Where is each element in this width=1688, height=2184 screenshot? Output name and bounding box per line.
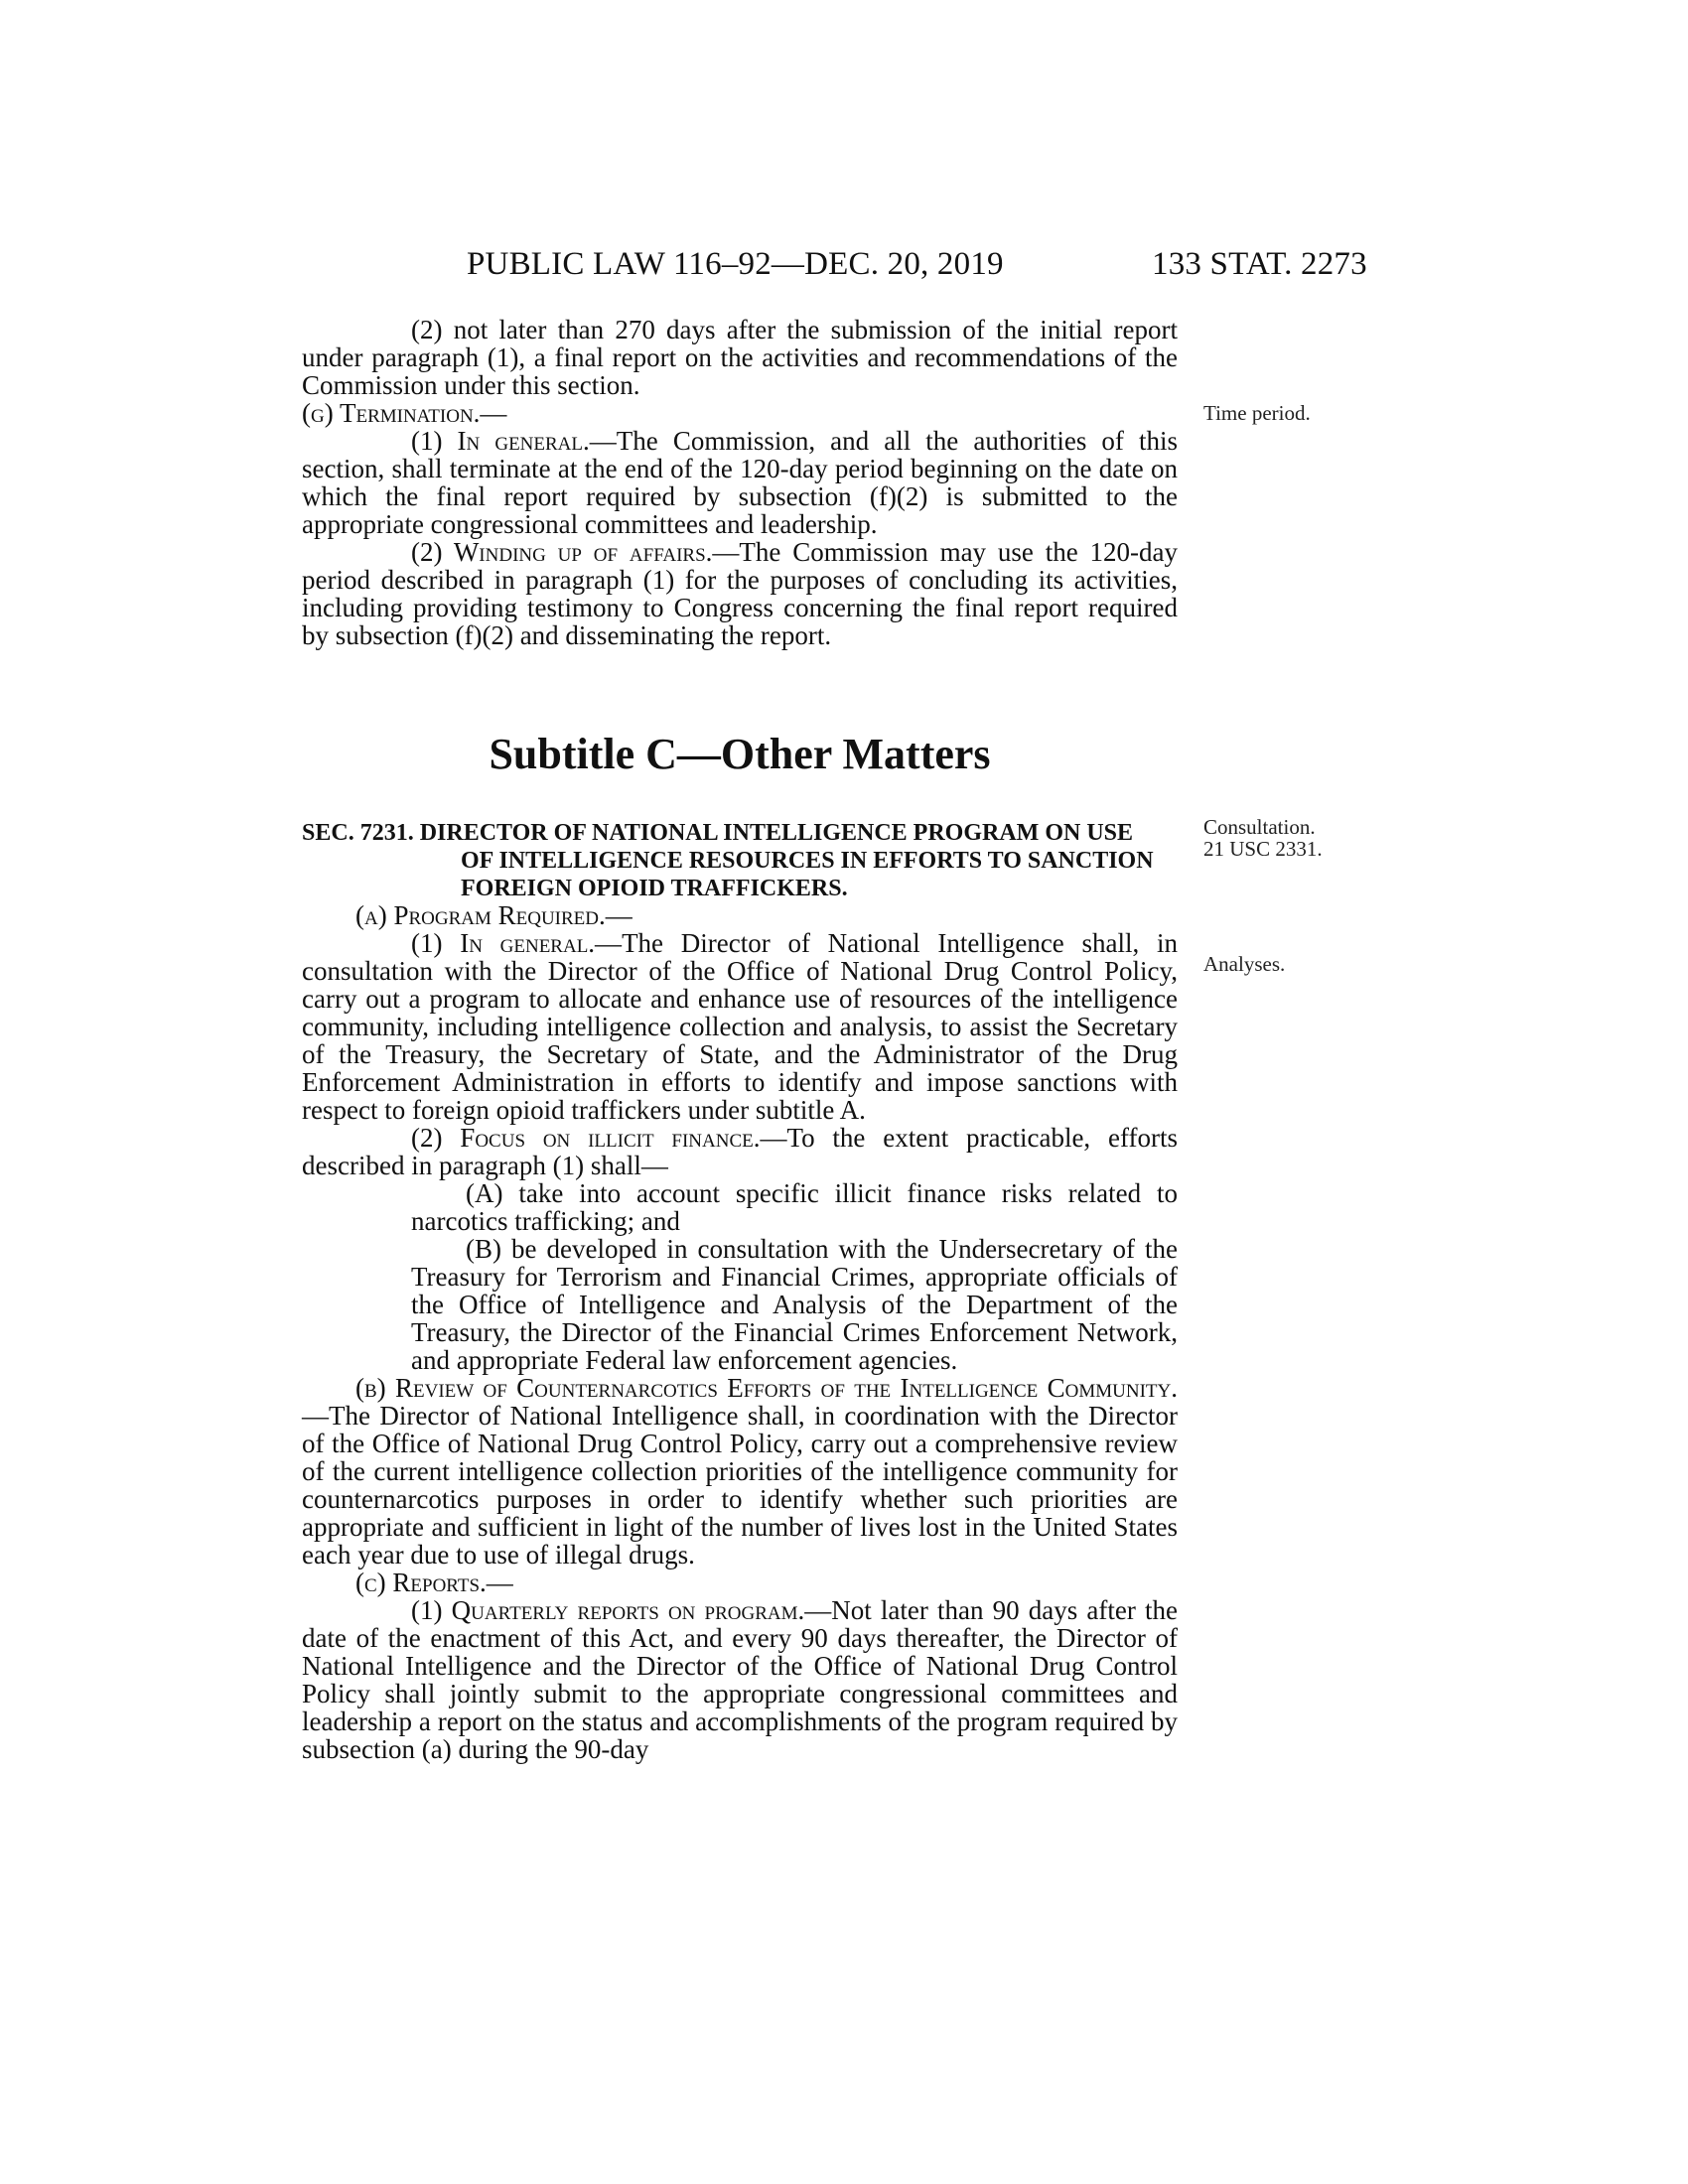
paragraph-heading: (2) Focus on illicit finance.— [411,1123,787,1153]
subtitle-heading: Subtitle C—Other Matters [489,730,991,778]
paragraph-b [302,1374,1178,1569]
paragraph-c1 [302,1596,1178,1763]
paragraph-g2 [302,538,1178,649]
paragraph-text: The Director of National Intelligence shall, in coordination with the Director of the Office of National Drug Control Policy, carry out a comprehensive review of the current intelligence collection priorities of the intelligence community for counternarcotics purposes in order to identify whether such priorities are appropriate and sufficient in light of the number of lives lost in the United States each year due to use of illegal drugs. [302,1401,1178,1570]
section-heading-line: FOREIGN OPIOID TRAFFICKERS. [461,876,848,901]
paragraph-g-label [302,399,1178,427]
paragraph-text: To the extent practicable, efforts described in paragraph (1) shall— [302,1123,1178,1180]
margin-note-time-period: Time period. [1203,401,1311,425]
section-heading [302,819,1196,902]
section-heading-line: SEC. 7231. DIRECTOR OF NATIONAL INTELLIGENCE PROGRAM ON USE [302,820,1134,846]
margin-note-usc: 21 USC 2331. [1203,837,1323,861]
paragraph-text: The Director of National Intelligence shall, in consultation with the Director of the Office of National Drug Control Policy, carry out a program to allocate and enhance use of resources of the intelligence community, including intelligence collection and analysis, to assist the Secretary of the Treasury, the Secretary of State, and the Administrator of the Drug Enforcement Administration in efforts to identify and impose sanctions with respect to foreign opioid traffickers under subtitle A. [302,928,1178,1125]
paragraph-a2A: (A) take into account specific illicit finance risks related to narcotics trafficking; and [411,1178,1178,1236]
paragraph-heading: (1) In general.— [411,426,617,456]
running-header-title: PUBLIC LAW 116–92—DEC. 20, 2019 [467,246,1004,282]
paragraph-f2: (2) not later than 270 days after the submission of the initial report under paragraph (1), a final report on the activities and recommendations of the Commission under this section. [302,315,1178,400]
paragraph-heading: (1) In general.— [411,928,623,958]
subsection-heading: (g) Termination.— [302,398,507,428]
paragraph-text: The Commission may use the 120-day period described in paragraph (1) for the purposes of concluding its activities, including providing testimony to Congress concerning the final report required by subsection (f)(2) and disseminating the report. [302,537,1178,650]
paragraph-c-label [302,1569,1178,1596]
margin-note-analyses: Analyses. [1203,952,1286,976]
section-heading-line: OF INTELLIGENCE RESOURCES IN EFFORTS TO SANCTION [461,848,1154,874]
subsection-heading: (b) Review of Counternarcotics Efforts of the Intelligence Community.— [302,1373,1178,1431]
paragraph-g1 [302,427,1178,538]
margin-note-consultation: Consultation. [1203,815,1316,839]
paragraph-heading: (1) Quarterly reports on program.— [411,1595,832,1625]
paragraph-a1 [302,929,1178,1124]
paragraph-text: Not later than 90 days after the date of the enactment of this Act, and every 90 days thereafter, the Director of National Intelligence and the Director of the Office of National Drug Control Policy shall jointly submit to the appropriate congressional committees and leadership a report on the status and accomplishments of the program required by subsection (a) during the 90-day [302,1595,1178,1764]
paragraph-a2B: (B) be developed in consultation with the Undersecretary of the Treasury for Terrorism and Financial Crimes, appropriate officials of the Office of Intelligence and Analysis of the Department of the Treasury, the Director of the Financial Crimes Enforcement Network, and appropriate Federal law enforcement agencies. [411,1234,1178,1375]
paragraph-a2 [302,1124,1178,1179]
paragraph-text: The Commission, and all the authorities of this section, shall terminate at the end of the 120-day period beginning on the date on which the final report required by subsection (f)(2) is submitted to the appropriate congressional committees and leadership. [302,426,1178,539]
page-number: 133 STAT. 2273 [1152,246,1367,282]
section-continuation [302,316,1178,649]
subsection-heading: (a) Program Required.— [355,900,633,930]
paragraph-heading: (2) Winding up of affairs.— [411,537,740,567]
subsection-heading: (c) Reports.— [355,1568,513,1597]
section-body [302,901,1178,1763]
paragraph-a-label [302,901,1178,929]
